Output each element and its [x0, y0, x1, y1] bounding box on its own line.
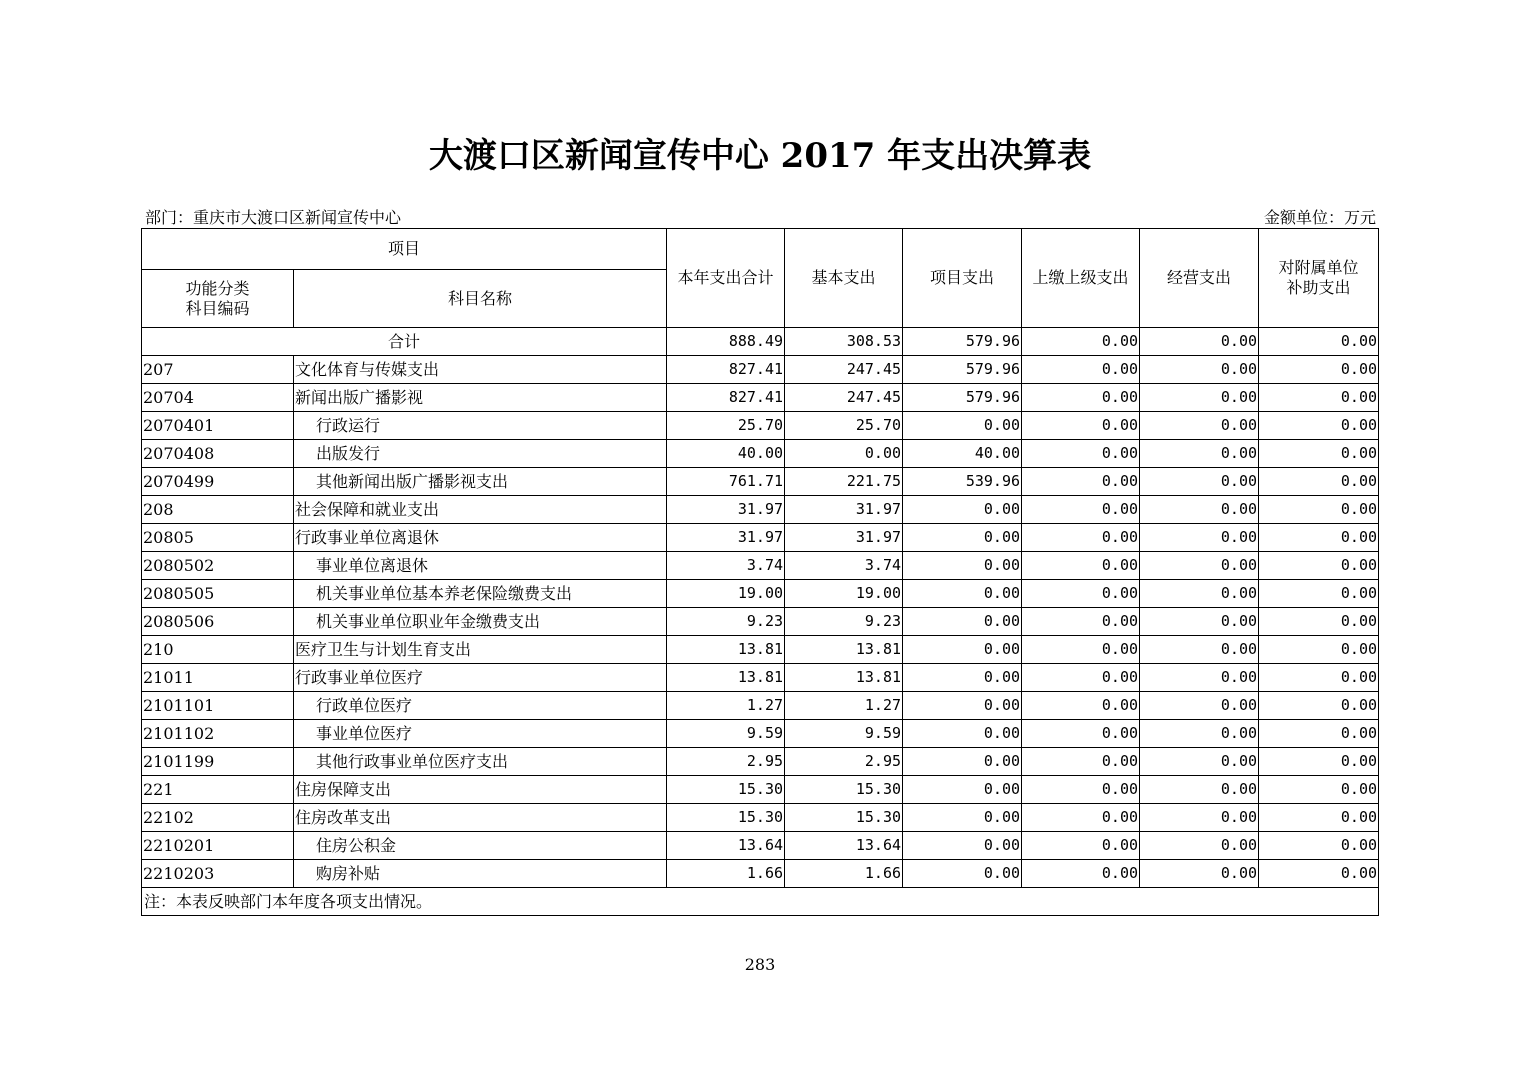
subsidy-amount: 0.00 [1259, 608, 1379, 636]
subject-code: 2210203 [142, 860, 294, 888]
subsidy-amount: 0.00 [1259, 468, 1379, 496]
function-code-header-line2: 科目编码 [185, 298, 250, 318]
business-amount: 0.00 [1140, 720, 1259, 748]
business-amount: 0.00 [1140, 608, 1259, 636]
subsidy-amount: 0.00 [1259, 496, 1379, 524]
total-amount: 13.81 [667, 664, 785, 692]
page-title: 大渡口区新闻宣传中心 2017 年支出决算表 [428, 136, 1092, 176]
business-amount: 0.00 [1140, 468, 1259, 496]
subject-name: 事业单位离退休 [294, 552, 667, 580]
project-amount: 579.96 [903, 356, 1022, 384]
upper-amount: 0.00 [1022, 860, 1140, 888]
total-amount: 761.71 [667, 468, 785, 496]
table-row [142, 552, 1379, 580]
project-amount: 579.96 [903, 384, 1022, 412]
total-amount: 9.59 [667, 720, 785, 748]
department-label: 部门：重庆市大渡口区新闻宣传中心 [145, 208, 402, 227]
business-amount: 0.00 [1140, 804, 1259, 832]
upper-amount: 0.00 [1022, 356, 1140, 384]
subject-code: 221 [142, 776, 294, 804]
subject-name: 住房公积金 [294, 832, 667, 860]
subject-name: 新闻出版广播影视 [294, 384, 667, 412]
subsidy-amount: 0.00 [1259, 860, 1379, 888]
subject-code: 208 [142, 496, 294, 524]
table-row [142, 524, 1379, 552]
table-body [142, 328, 1379, 888]
project-amount: 0.00 [903, 804, 1022, 832]
subject-name: 事业单位医疗 [294, 720, 667, 748]
subsidy-amount: 0.00 [1259, 524, 1379, 552]
upper-amount: 0.00 [1022, 776, 1140, 804]
business-amount: 0.00 [1140, 580, 1259, 608]
project-amount: 0.00 [903, 636, 1022, 664]
subsidy-amount: 0.00 [1259, 356, 1379, 384]
total-amount: 19.00 [667, 580, 785, 608]
subject-name: 机关事业单位基本养老保险缴费支出 [294, 580, 667, 608]
table-row [142, 748, 1379, 776]
subsidy-amount: 0.00 [1259, 832, 1379, 860]
subsidy-amount: 0.00 [1259, 636, 1379, 664]
project-amount: 0.00 [903, 608, 1022, 636]
note-row [142, 888, 1379, 916]
project-amount: 539.96 [903, 468, 1022, 496]
subsidy-amount: 0.00 [1259, 384, 1379, 412]
basic-amount: 0.00 [785, 440, 903, 468]
table-row [142, 412, 1379, 440]
table-row [142, 720, 1379, 748]
basic-amount: 13.64 [785, 832, 903, 860]
table-row [142, 692, 1379, 720]
table-row [142, 860, 1379, 888]
table-row [142, 664, 1379, 692]
table-row [142, 440, 1379, 468]
total-label: 合计 [142, 328, 667, 356]
expenditure-table [141, 228, 1379, 916]
total-value: 0.00 [1259, 328, 1379, 356]
table-row [142, 636, 1379, 664]
subsidy-header [1259, 229, 1379, 328]
business-header: 经营支出 [1140, 229, 1259, 328]
subsidy-amount: 0.00 [1259, 664, 1379, 692]
upper-amount: 0.00 [1022, 720, 1140, 748]
project-amount: 0.00 [903, 692, 1022, 720]
total-row [142, 328, 1379, 356]
table-note: 注：本表反映部门本年度各项支出情况。 [142, 888, 1379, 916]
upper-amount: 0.00 [1022, 580, 1140, 608]
project-amount: 0.00 [903, 720, 1022, 748]
project-amount: 0.00 [903, 524, 1022, 552]
subject-code: 2070408 [142, 440, 294, 468]
subsidy-header-line2: 补助支出 [1286, 278, 1351, 297]
basic-amount: 9.23 [785, 608, 903, 636]
business-amount: 0.00 [1140, 412, 1259, 440]
business-amount: 0.00 [1140, 692, 1259, 720]
subject-name: 行政事业单位医疗 [294, 664, 667, 692]
basic-amount: 31.97 [785, 496, 903, 524]
basic-amount: 221.75 [785, 468, 903, 496]
subject-name-header: 科目名称 [294, 270, 667, 328]
basic-amount: 15.30 [785, 804, 903, 832]
subject-name: 行政事业单位离退休 [294, 524, 667, 552]
project-amount: 0.00 [903, 776, 1022, 804]
subsidy-amount: 0.00 [1259, 552, 1379, 580]
basic-amount: 15.30 [785, 776, 903, 804]
subsidy-amount: 0.00 [1259, 692, 1379, 720]
subsidy-amount: 0.00 [1259, 412, 1379, 440]
subject-name: 行政单位医疗 [294, 692, 667, 720]
basic-amount: 1.27 [785, 692, 903, 720]
table-row [142, 496, 1379, 524]
subject-code: 207 [142, 356, 294, 384]
subject-code: 2070401 [142, 412, 294, 440]
table-row [142, 832, 1379, 860]
table-row [142, 468, 1379, 496]
function-code-header-line1: 功能分类 [185, 278, 250, 298]
business-amount: 0.00 [1140, 524, 1259, 552]
basic-amount: 31.97 [785, 524, 903, 552]
project-header: 项目 [142, 229, 667, 270]
basic-amount: 247.45 [785, 356, 903, 384]
subject-name: 文化体育与传媒支出 [294, 356, 667, 384]
business-amount: 0.00 [1140, 384, 1259, 412]
subsidy-amount: 0.00 [1259, 804, 1379, 832]
project-amount: 0.00 [903, 552, 1022, 580]
upper-amount: 0.00 [1022, 468, 1140, 496]
total-value: 888.49 [667, 328, 785, 356]
project-amount: 0.00 [903, 412, 1022, 440]
upper-amount: 0.00 [1022, 552, 1140, 580]
subject-code: 2101102 [142, 720, 294, 748]
subject-code: 20704 [142, 384, 294, 412]
total-amount: 15.30 [667, 804, 785, 832]
table-row [142, 356, 1379, 384]
subject-code: 2080505 [142, 580, 294, 608]
table-row [142, 776, 1379, 804]
subsidy-amount: 0.00 [1259, 440, 1379, 468]
project-amount: 0.00 [903, 748, 1022, 776]
table-header [142, 229, 1379, 328]
total-amount: 25.70 [667, 412, 785, 440]
upper-amount: 0.00 [1022, 748, 1140, 776]
subject-code: 210 [142, 636, 294, 664]
page-number: 283 [744, 955, 776, 974]
subsidy-amount: 0.00 [1259, 748, 1379, 776]
business-amount: 0.00 [1140, 440, 1259, 468]
subject-code: 22102 [142, 804, 294, 832]
basic-amount: 1.66 [785, 860, 903, 888]
basic-header: 基本支出 [785, 229, 903, 328]
total-amount: 1.27 [667, 692, 785, 720]
upper-amount: 0.00 [1022, 664, 1140, 692]
subject-name: 出版发行 [294, 440, 667, 468]
project-amount: 0.00 [903, 496, 1022, 524]
total-value: 579.96 [903, 328, 1022, 356]
subject-name: 社会保障和就业支出 [294, 496, 667, 524]
subject-name: 购房补贴 [294, 860, 667, 888]
total-amount: 9.23 [667, 608, 785, 636]
subject-code: 2080502 [142, 552, 294, 580]
table-row [142, 804, 1379, 832]
project-expense-header: 项目支出 [903, 229, 1022, 328]
table-row [142, 608, 1379, 636]
total-amount: 827.41 [667, 356, 785, 384]
total-header: 本年支出合计 [667, 229, 785, 328]
project-amount: 0.00 [903, 860, 1022, 888]
subject-name: 住房改革支出 [294, 804, 667, 832]
subject-code: 2101101 [142, 692, 294, 720]
subject-name: 医疗卫生与计划生育支出 [294, 636, 667, 664]
business-amount: 0.00 [1140, 664, 1259, 692]
upper-amount: 0.00 [1022, 440, 1140, 468]
business-amount: 0.00 [1140, 860, 1259, 888]
basic-amount: 13.81 [785, 636, 903, 664]
basic-amount: 19.00 [785, 580, 903, 608]
upper-amount: 0.00 [1022, 804, 1140, 832]
subject-code: 20805 [142, 524, 294, 552]
subsidy-amount: 0.00 [1259, 720, 1379, 748]
basic-amount: 13.81 [785, 664, 903, 692]
subject-code: 21011 [142, 664, 294, 692]
project-amount: 40.00 [903, 440, 1022, 468]
total-amount: 13.81 [667, 636, 785, 664]
unit-label: 金额单位：万元 [1263, 208, 1376, 227]
basic-amount: 9.59 [785, 720, 903, 748]
subject-code: 2080506 [142, 608, 294, 636]
subsidy-amount: 0.00 [1259, 776, 1379, 804]
total-amount: 31.97 [667, 496, 785, 524]
business-amount: 0.00 [1140, 356, 1259, 384]
business-amount: 0.00 [1140, 776, 1259, 804]
project-amount: 0.00 [903, 580, 1022, 608]
total-amount: 40.00 [667, 440, 785, 468]
total-value: 0.00 [1140, 328, 1259, 356]
subject-name: 行政运行 [294, 412, 667, 440]
subject-name: 住房保障支出 [294, 776, 667, 804]
upper-payment-header: 上缴上级支出 [1022, 229, 1140, 328]
subject-name: 其他行政事业单位医疗支出 [294, 748, 667, 776]
upper-amount: 0.00 [1022, 496, 1140, 524]
business-amount: 0.00 [1140, 832, 1259, 860]
total-amount: 827.41 [667, 384, 785, 412]
subject-code: 2210201 [142, 832, 294, 860]
total-value: 308.53 [785, 328, 903, 356]
upper-amount: 0.00 [1022, 692, 1140, 720]
table-row [142, 384, 1379, 412]
project-amount: 0.00 [903, 832, 1022, 860]
business-amount: 0.00 [1140, 636, 1259, 664]
total-amount: 31.97 [667, 524, 785, 552]
subject-code: 2101199 [142, 748, 294, 776]
subject-code: 2070499 [142, 468, 294, 496]
basic-amount: 247.45 [785, 384, 903, 412]
upper-amount: 0.00 [1022, 608, 1140, 636]
subject-name: 其他新闻出版广播影视支出 [294, 468, 667, 496]
upper-amount: 0.00 [1022, 636, 1140, 664]
basic-amount: 2.95 [785, 748, 903, 776]
business-amount: 0.00 [1140, 748, 1259, 776]
upper-amount: 0.00 [1022, 384, 1140, 412]
upper-amount: 0.00 [1022, 832, 1140, 860]
total-value: 0.00 [1022, 328, 1140, 356]
table-row [142, 580, 1379, 608]
total-amount: 13.64 [667, 832, 785, 860]
business-amount: 0.00 [1140, 496, 1259, 524]
total-amount: 1.66 [667, 860, 785, 888]
total-amount: 15.30 [667, 776, 785, 804]
subject-name: 机关事业单位职业年金缴费支出 [294, 608, 667, 636]
upper-amount: 0.00 [1022, 524, 1140, 552]
subsidy-amount: 0.00 [1259, 580, 1379, 608]
total-amount: 2.95 [667, 748, 785, 776]
basic-amount: 25.70 [785, 412, 903, 440]
project-amount: 0.00 [903, 664, 1022, 692]
upper-amount: 0.00 [1022, 412, 1140, 440]
function-code-header [142, 270, 294, 328]
total-amount: 3.74 [667, 552, 785, 580]
subsidy-header-line1: 对附属单位 [1278, 258, 1359, 277]
business-amount: 0.00 [1140, 552, 1259, 580]
basic-amount: 3.74 [785, 552, 903, 580]
